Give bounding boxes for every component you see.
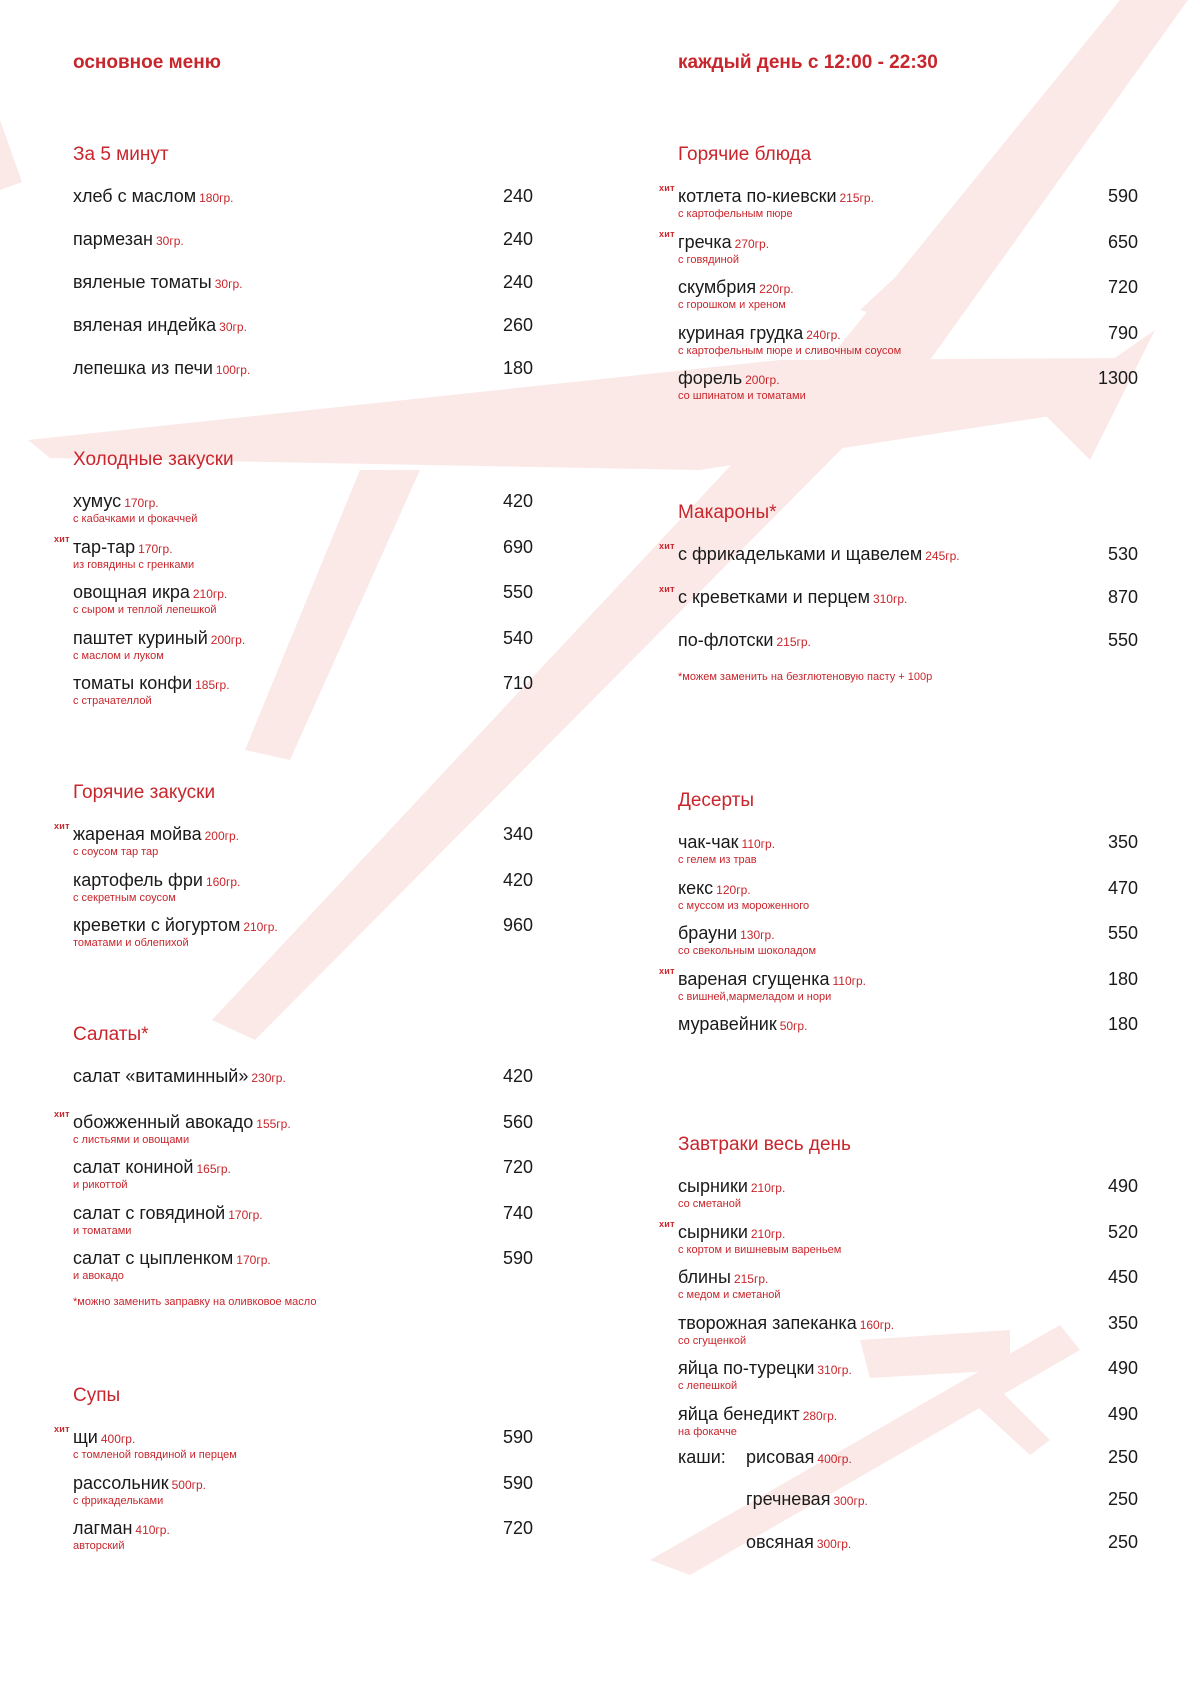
- item-description: с картофельным пюре и сливочным соусом: [678, 344, 902, 357]
- section-title: Завтраки весь день: [678, 1134, 851, 1155]
- item-name: обожженный авокадо: [73, 1111, 254, 1132]
- menu-item: [678, 1404, 1138, 1447]
- item-weight: 170гр.: [124, 496, 159, 510]
- menu-item: [73, 1157, 533, 1203]
- menu-item: [659, 584, 1138, 630]
- item-name: вареная сгущенка: [678, 968, 830, 989]
- item-name: котлета по-киевски: [678, 186, 837, 206]
- hit-badge: хит: [54, 821, 70, 831]
- porridge-item: [678, 1532, 1138, 1575]
- section-hot-dishes: [659, 144, 1138, 414]
- menu-item: [73, 915, 533, 961]
- item-description: со сгущенкой: [678, 1334, 747, 1347]
- hit-badge: хит: [54, 1108, 70, 1119]
- item-price: 590: [502, 1427, 533, 1447]
- item-weight: 30гр.: [219, 320, 247, 334]
- item-name: гречневая: [746, 1489, 831, 1509]
- item-name: салат кониной: [73, 1157, 194, 1177]
- item-price: 590: [1107, 186, 1138, 206]
- section-title: За 5 минут: [73, 144, 169, 165]
- item-price: 350: [1107, 832, 1138, 852]
- item-name: картофель фри: [73, 869, 203, 890]
- item-weight: 130гр.: [740, 928, 775, 942]
- menu-item: [678, 1267, 1138, 1313]
- menu-item: [54, 1424, 533, 1473]
- item-weight: 170гр.: [138, 541, 173, 556]
- item-name: салат «витаминный»: [73, 1066, 249, 1086]
- item-name: вяленая индейка: [73, 315, 217, 335]
- item-description: с листьями и овощами: [73, 1133, 190, 1146]
- item-name: сырники: [678, 1176, 748, 1196]
- item-weight: 220гр.: [759, 282, 794, 296]
- menu-item: [73, 870, 533, 916]
- menu-item: [678, 1313, 1138, 1359]
- menu-item: [678, 1014, 1138, 1060]
- item-description: с страчателлой: [73, 695, 152, 707]
- item-weight: 310гр.: [872, 592, 908, 606]
- menu-item: [73, 315, 533, 358]
- menu-item: [54, 821, 533, 870]
- item-name: лепешка из печи: [73, 358, 213, 378]
- item-name: сырники: [678, 1221, 748, 1242]
- item-weight: 120гр.: [716, 882, 751, 897]
- item-price: 720: [1107, 277, 1138, 297]
- menu-item: [73, 582, 533, 628]
- item-name: щи: [73, 1427, 98, 1447]
- item-price: 540: [502, 627, 533, 648]
- menu-item: [659, 183, 1138, 232]
- item-weight: 245гр.: [925, 549, 960, 563]
- item-price: 690: [502, 536, 533, 557]
- item-name: тар-тар: [73, 536, 136, 557]
- item-weight: 210гр.: [243, 920, 278, 934]
- item-name: креветки с йогуртом: [73, 915, 241, 935]
- item-price: 720: [502, 1518, 533, 1538]
- section-desserts: [659, 790, 1138, 1060]
- item-description: с лепешкой: [678, 1380, 738, 1392]
- item-description: с медом и сметаной: [678, 1289, 781, 1301]
- item-weight: 30гр.: [214, 277, 243, 291]
- item-description: с томленой говядиной и перцем: [73, 1449, 237, 1461]
- item-weight: 185гр.: [195, 678, 230, 692]
- item-price: 550: [502, 582, 533, 602]
- section-title: Супы: [73, 1385, 121, 1406]
- item-weight: 300гр.: [816, 1536, 852, 1551]
- menu-item: [73, 1248, 533, 1292]
- item-weight: 110гр.: [741, 837, 776, 851]
- item-price: 740: [502, 1202, 533, 1223]
- item-price: 1300: [1097, 368, 1138, 388]
- menu-item: [678, 630, 1138, 667]
- item-weight: 30гр.: [155, 234, 184, 248]
- item-weight: 500гр.: [171, 1477, 206, 1492]
- item-name: рассольник: [73, 1472, 169, 1493]
- item-weight: 170гр.: [236, 1253, 271, 1267]
- menu-item: [678, 368, 1138, 414]
- item-description: с соусом тар тар: [73, 846, 159, 858]
- menu-item: [659, 228, 1138, 278]
- item-name: овощная икра: [73, 582, 190, 602]
- menu-item: [659, 1218, 1138, 1268]
- item-weight: 240гр.: [806, 327, 841, 342]
- item-weight: 410гр.: [135, 1523, 170, 1537]
- item-name: гречка: [678, 231, 732, 252]
- hit-badge: хит: [659, 183, 675, 193]
- item-description: со свекольным шоколадом: [678, 945, 817, 957]
- menu-item: [73, 491, 533, 537]
- section-five-minutes: [73, 144, 533, 401]
- item-price: 420: [502, 1066, 533, 1086]
- item-name: яйца по-турецки: [678, 1358, 815, 1378]
- item-price: 720: [502, 1157, 533, 1177]
- item-name: вяленые томаты: [73, 272, 212, 292]
- item-weight: 50гр.: [779, 1019, 808, 1033]
- item-weight: 200гр.: [745, 373, 780, 387]
- item-price: 590: [502, 1248, 533, 1268]
- menu-item: [73, 186, 533, 229]
- item-weight: 210гр.: [192, 587, 228, 601]
- item-name: томаты конфи: [73, 673, 193, 693]
- opening-hours: каждый день с 12:00 - 22:30: [678, 52, 938, 73]
- item-description: с кабачками и фокаччей: [73, 513, 198, 525]
- menu-item: [659, 541, 1138, 587]
- item-price: 550: [1107, 923, 1138, 943]
- menu-item: [73, 358, 533, 401]
- item-description: с фрикадельками: [73, 1494, 164, 1507]
- item-name: муравейник: [678, 1014, 777, 1034]
- menu-item: [73, 628, 533, 674]
- section-pasta: [659, 502, 1138, 683]
- item-name: паштет куриный: [73, 627, 208, 648]
- item-price: 240: [502, 272, 533, 292]
- item-name: с фрикадельками и щавелем: [678, 544, 923, 564]
- item-weight: 300гр.: [833, 1494, 868, 1508]
- item-description: из говядины с гренками: [73, 558, 195, 571]
- item-description: с сыром и теплой лепешкой: [73, 604, 217, 616]
- item-name: кекс: [678, 877, 714, 898]
- item-weight: 215гр.: [839, 191, 874, 205]
- item-price: 250: [1107, 1446, 1138, 1467]
- menu-item: [73, 272, 533, 315]
- item-description: авторский: [73, 1540, 125, 1552]
- menu-item: [54, 1108, 533, 1158]
- item-weight: 230гр.: [251, 1071, 286, 1085]
- item-price: 490: [1107, 1358, 1138, 1378]
- porridge-item: [678, 1489, 1138, 1532]
- item-weight: 210гр.: [750, 1226, 786, 1241]
- hit-badge: хит: [659, 1218, 675, 1229]
- menu-item: [73, 1203, 533, 1249]
- item-price: 530: [1107, 544, 1138, 564]
- menu-item: [73, 229, 533, 272]
- item-price: 960: [502, 915, 533, 935]
- item-description: с говядиной: [678, 253, 740, 266]
- section-title: Горячие закуски: [73, 782, 216, 803]
- item-weight: 280гр.: [802, 1408, 838, 1423]
- item-description: с секретным соусом: [73, 891, 176, 904]
- menu-item: [73, 673, 533, 719]
- item-description: и томатами: [73, 1224, 132, 1237]
- menu-item: [678, 1358, 1138, 1404]
- menu-item: [73, 1066, 533, 1112]
- menu-item: [54, 533, 533, 583]
- section-title: Холодные закуски: [73, 449, 234, 470]
- item-name: чак-чак: [678, 832, 739, 852]
- item-name: салат с цыпленком: [73, 1248, 234, 1268]
- item-weight: 200гр.: [204, 829, 239, 843]
- item-price: 590: [502, 1472, 533, 1493]
- item-weight: 215гр.: [733, 1272, 769, 1286]
- item-name: жареная мойва: [73, 824, 202, 844]
- hit-badge: хит: [659, 228, 675, 239]
- item-description: с кортом и вишневым вареньем: [678, 1243, 842, 1256]
- menu-title: основное меню: [73, 52, 221, 73]
- section-hot-snacks: [54, 782, 533, 961]
- item-name: творожная запеканка: [678, 1312, 857, 1333]
- section-title: Макароны*: [678, 502, 777, 523]
- item-weight: 210гр.: [750, 1181, 786, 1195]
- item-description: томатами и облепихой: [73, 937, 189, 949]
- item-name: салат с говядиной: [73, 1202, 226, 1223]
- hit-badge: хит: [54, 533, 70, 544]
- item-weight: 180гр.: [199, 191, 234, 205]
- item-weight: 170гр.: [228, 1207, 263, 1222]
- item-name: лагман: [73, 1518, 133, 1538]
- section-title: Салаты*: [73, 1024, 149, 1045]
- item-price: 650: [1107, 231, 1138, 252]
- item-description: и рикоттой: [73, 1179, 128, 1191]
- item-price: 350: [1107, 1312, 1138, 1333]
- item-description: и авокадо: [73, 1270, 124, 1282]
- section-salads: [54, 1024, 533, 1308]
- item-price: 550: [1107, 630, 1138, 650]
- section-cold-snacks: [54, 449, 533, 719]
- section-breakfast: [659, 1134, 1138, 1574]
- item-name: хумус: [73, 491, 122, 511]
- item-name: с креветками и перцем: [678, 587, 870, 607]
- section-title: Горячие блюда: [678, 144, 812, 165]
- item-price: 710: [502, 673, 533, 693]
- item-price: 450: [1107, 1267, 1138, 1287]
- item-price: 420: [502, 491, 533, 511]
- item-price: 490: [1107, 1176, 1138, 1196]
- item-name: брауни: [678, 923, 738, 943]
- item-description: на фокаччe: [678, 1425, 737, 1438]
- item-name: овсяная: [746, 1531, 814, 1552]
- item-name: хлеб с маслом: [73, 186, 197, 206]
- item-price: 420: [502, 869, 533, 890]
- item-weight: 160гр.: [205, 874, 241, 889]
- item-weight: 160гр.: [859, 1317, 895, 1332]
- item-name: яйца бенедикт: [678, 1403, 800, 1424]
- hit-badge: хит: [659, 584, 675, 594]
- item-weight: 100гр.: [215, 363, 251, 377]
- hit-badge: хит: [659, 541, 675, 551]
- section-title: Десерты: [678, 790, 755, 811]
- item-price: 180: [1107, 968, 1138, 989]
- item-description: с горошком и хреном: [678, 299, 786, 311]
- porridge-item: [678, 1447, 1138, 1490]
- menu-item: [678, 1176, 1138, 1222]
- item-price: 870: [1107, 587, 1138, 607]
- menu-item: [73, 1518, 533, 1564]
- item-price: 340: [502, 824, 533, 844]
- item-weight: 165гр.: [196, 1162, 231, 1176]
- item-price: 470: [1107, 877, 1138, 898]
- item-weight: 400гр.: [100, 1432, 136, 1446]
- menu-item: [659, 965, 1138, 1015]
- item-weight: 200гр.: [210, 632, 246, 647]
- menu-item: [678, 832, 1138, 878]
- hit-badge: хит: [659, 965, 675, 976]
- menu-item: [678, 323, 1138, 369]
- item-weight: 400гр.: [817, 1451, 852, 1466]
- item-price: 240: [502, 186, 533, 206]
- item-name: рисовая: [746, 1446, 815, 1467]
- item-price: 260: [502, 315, 533, 335]
- item-name: форель: [678, 368, 743, 388]
- item-price: 250: [1107, 1531, 1138, 1552]
- item-name: блины: [678, 1267, 731, 1287]
- item-description: с вишней,мармеладом и нори: [678, 990, 832, 1003]
- item-price: 490: [1107, 1403, 1138, 1424]
- porridge-label: каши:: [678, 1446, 726, 1467]
- item-name: пармезан: [73, 229, 153, 249]
- item-price: 560: [502, 1111, 533, 1132]
- item-description: с муссом из мороженного: [678, 899, 810, 912]
- item-description: со сметаной: [678, 1198, 741, 1210]
- pasta-note: *можем заменить на безглютеновую пасту + 100р: [678, 671, 933, 683]
- menu-item: [73, 1473, 533, 1519]
- item-description: с гелем из трав: [678, 854, 757, 866]
- item-name: куриная грудка: [678, 322, 804, 343]
- item-weight: 270гр.: [734, 236, 770, 251]
- item-price: 240: [502, 229, 533, 249]
- menu-item: [678, 923, 1138, 969]
- item-price: 250: [1107, 1489, 1138, 1509]
- salads-note: *можно заменить заправку на оливковое масло: [73, 1296, 317, 1308]
- item-weight: 155гр.: [256, 1116, 291, 1131]
- item-price: 520: [1107, 1221, 1138, 1242]
- item-weight: 110гр.: [832, 973, 867, 988]
- menu-item: [678, 878, 1138, 924]
- menu-item: [678, 277, 1138, 323]
- item-price: 180: [1107, 1014, 1138, 1034]
- item-price: 180: [502, 358, 533, 378]
- item-name: по-флотски: [678, 630, 774, 650]
- section-soups: [54, 1385, 533, 1564]
- item-weight: 310гр.: [817, 1363, 852, 1377]
- item-weight: 215гр.: [776, 635, 811, 649]
- item-description: с маслом и луком: [73, 649, 164, 662]
- item-description: со шпинатом и томатами: [678, 390, 806, 402]
- hit-badge: хит: [54, 1424, 70, 1434]
- item-price: 790: [1107, 322, 1138, 343]
- item-description: с картофельным пюре: [678, 208, 793, 220]
- item-name: скумбрия: [678, 277, 757, 297]
